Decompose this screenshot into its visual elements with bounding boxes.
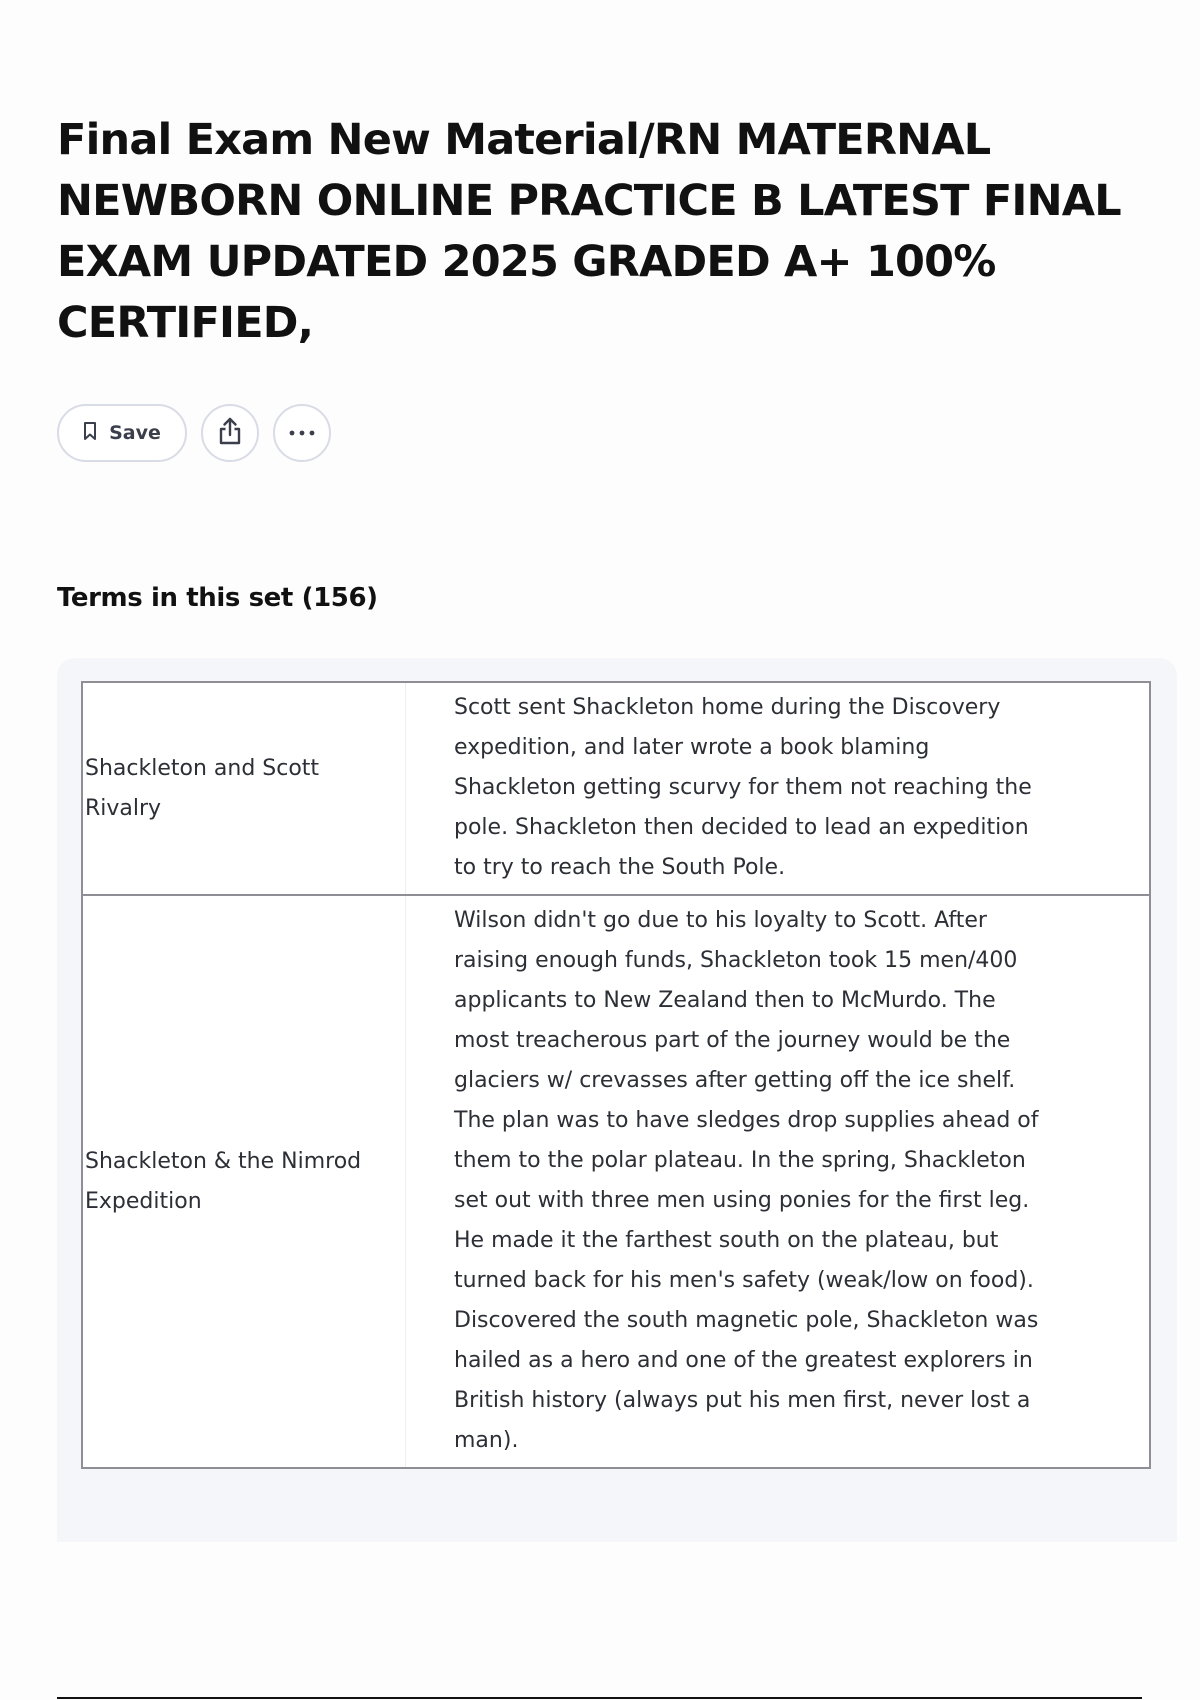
term-cell <box>82 895 406 1468</box>
more-options-icon <box>287 424 317 442</box>
terms-table <box>81 681 1151 1469</box>
term-text: Shackleton and Scott Rivalry <box>85 755 320 821</box>
terms-count-heading: Terms in this set (156) <box>57 583 378 613</box>
term-text: Shackleton & the Nimrod Expedition <box>85 1148 362 1214</box>
term-cell <box>82 682 406 895</box>
bookmark-icon <box>83 421 97 446</box>
action-bar <box>57 403 331 463</box>
definition-cell <box>406 682 1151 895</box>
share-icon <box>217 416 243 451</box>
page-title: Final Exam New Material/RN MATERNAL NEWBORN ONLINE PRACTICE B LATEST FINAL EXAM UPDATED 2025 GRADED A+ 100% CERTIFIED, <box>57 115 1121 348</box>
term-row[interactable] <box>82 682 1150 895</box>
save-label: Save <box>109 422 161 444</box>
term-row[interactable] <box>82 895 1150 1468</box>
share-button[interactable] <box>201 404 259 462</box>
more-options-button[interactable] <box>273 404 331 462</box>
terms-panel <box>57 658 1177 1542</box>
definition-text: Wilson didn't go due to his loyalty to Scott. After raising enough funds, Shackleton took 15 men/400 applicants to New Zealand then to McMurdo. The most treacherous part of the journey would be the glaciers w/ crevasses after getting off the ice shelf. The plan was to have sledges drop supplies ahead of them to the polar plateau. In the spring, Shackleton set out with three men using ponies for the first leg. He made it the farthest south on the plateau, but turned back for his men's safety (weak/low on food). Discovered the south magnetic pole, Shackleton was hailed as a hero and one of the greatest explorers in British history (always put his men first, never lost a man). <box>454 908 1039 1453</box>
definition-cell <box>406 895 1151 1468</box>
divider <box>57 1697 1142 1699</box>
save-button[interactable] <box>57 404 187 462</box>
definition-text: Scott sent Shackleton home during the Discovery expedition, and later wrote a book blaming Shackleton getting scurvy for them not reaching the pole. Shackleton then decided to lead an expedition to try to reach the South Pole. <box>454 695 1032 880</box>
